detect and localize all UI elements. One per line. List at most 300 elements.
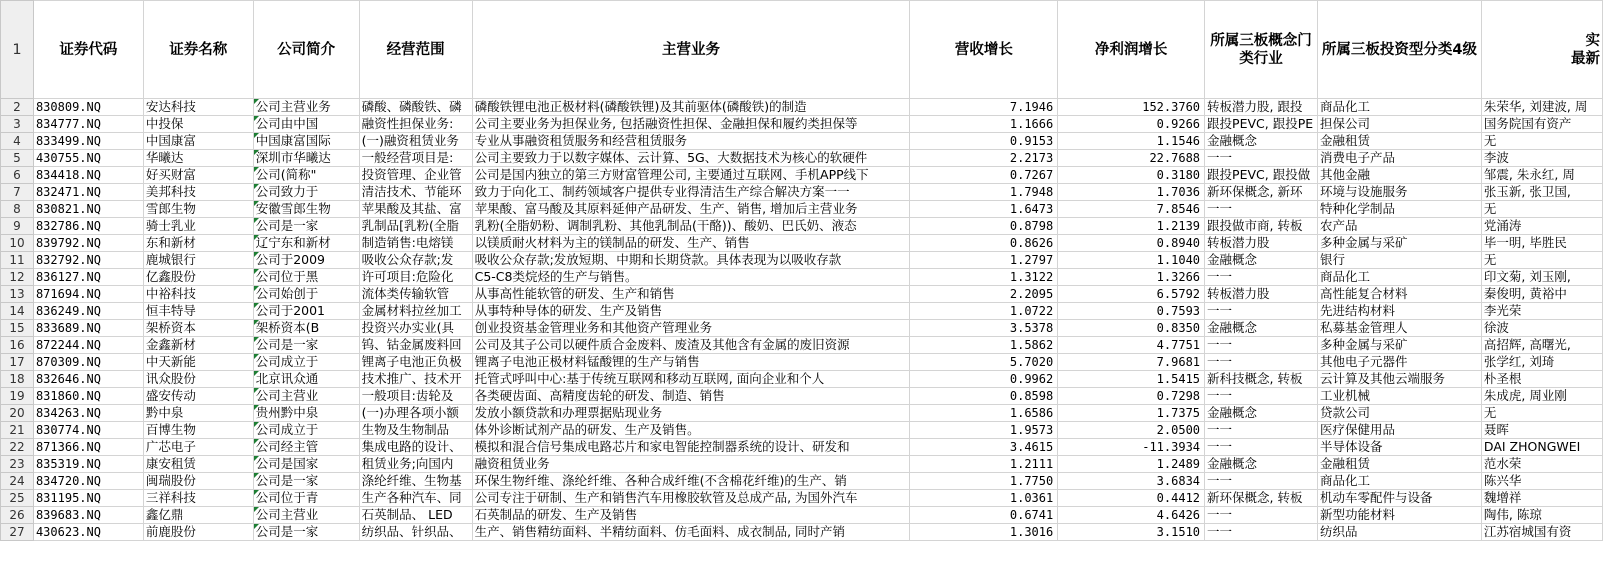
cell-security-name[interactable]: 三祥科技 <box>143 490 253 507</box>
cell-main-business[interactable]: 体外诊断试剂产品的研发、生产及销售。 <box>472 422 910 439</box>
cell-controller[interactable]: 李波 <box>1481 150 1602 167</box>
cell-business-scope[interactable]: 一般经营项目是: <box>359 150 472 167</box>
cell-investment-class[interactable]: 云计算及其他云端服务 <box>1318 371 1482 388</box>
cell-net-profit-growth[interactable]: 1.7036 <box>1058 184 1205 201</box>
cell-revenue-growth[interactable]: 1.7948 <box>910 184 1058 201</box>
cell-investment-class[interactable]: 先进结构材料 <box>1318 303 1482 320</box>
cell-controller[interactable]: 陈兴华 <box>1481 473 1602 490</box>
cell-investment-class[interactable]: 特种化学制品 <box>1318 201 1482 218</box>
column-header[interactable]: 营收增长 <box>910 1 1058 99</box>
cell-investment-class[interactable]: 消费电子产品 <box>1318 150 1482 167</box>
cell-revenue-growth[interactable]: 1.2797 <box>910 252 1058 269</box>
cell-business-scope[interactable]: 一般项目:齿轮及 <box>359 388 472 405</box>
cell-controller[interactable]: 江苏宿城国有资 <box>1481 524 1602 541</box>
cell-net-profit-growth[interactable]: 152.3760 <box>1058 99 1205 116</box>
cell-investment-class[interactable]: 半导体设备 <box>1318 439 1482 456</box>
cell-security-code[interactable]: 834263.NQ <box>33 405 143 422</box>
cell-business-scope[interactable]: 租赁业务;向国内 <box>359 456 472 473</box>
cell-concept-industry[interactable]: 金融概念 <box>1205 320 1318 337</box>
cell-security-code[interactable]: 832792.NQ <box>33 252 143 269</box>
cell-concept-industry[interactable]: 金融概念 <box>1205 456 1318 473</box>
row-number[interactable]: 11 <box>1 252 34 269</box>
cell-main-business[interactable]: 公司主要致力于以数字媒体、云计算、5G、大数据技术为核心的软硬件 <box>472 150 910 167</box>
cell-business-scope[interactable]: 钨、钴金属废料回 <box>359 337 472 354</box>
cell-revenue-growth[interactable]: 3.5378 <box>910 320 1058 337</box>
cell-concept-industry[interactable]: 一一 <box>1205 524 1318 541</box>
row-number[interactable]: 25 <box>1 490 34 507</box>
cell-revenue-growth[interactable]: 1.3122 <box>910 269 1058 286</box>
cell-revenue-growth[interactable]: 1.9573 <box>910 422 1058 439</box>
row-number[interactable]: 17 <box>1 354 34 371</box>
cell-controller[interactable]: 秦俊明, 黄裕中 <box>1481 286 1602 303</box>
cell-company-intro[interactable]: 贵州黔中泉 <box>253 405 359 422</box>
cell-company-intro[interactable]: 架桥资本(B <box>253 320 359 337</box>
cell-controller[interactable]: 范水荣 <box>1481 456 1602 473</box>
table-row <box>1 422 1603 439</box>
cell-revenue-growth[interactable]: 0.7267 <box>910 167 1058 184</box>
cell-security-code[interactable]: 834777.NQ <box>33 116 143 133</box>
row-number[interactable]: 12 <box>1 269 34 286</box>
cell-security-code[interactable]: 839683.NQ <box>33 507 143 524</box>
cell-net-profit-growth[interactable]: 0.7593 <box>1058 303 1205 320</box>
cell-business-scope[interactable]: (一)办理各项小额 <box>359 405 472 422</box>
cell-revenue-growth[interactable]: 7.1946 <box>910 99 1058 116</box>
cell-main-business[interactable]: 以镁质耐火材料为主的镁制品的研发、生产、销售 <box>472 235 910 252</box>
row-number[interactable]: 21 <box>1 422 34 439</box>
cell-main-business[interactable]: 融资租赁业务 <box>472 456 910 473</box>
column-header[interactable]: 公司简介 <box>253 1 359 99</box>
cell-net-profit-growth[interactable]: 1.5415 <box>1058 371 1205 388</box>
cell-controller[interactable]: 魏增祥 <box>1481 490 1602 507</box>
cell-security-code[interactable]: 836127.NQ <box>33 269 143 286</box>
cell-net-profit-growth[interactable]: 0.7298 <box>1058 388 1205 405</box>
cell-investment-class[interactable]: 金融租赁 <box>1318 456 1482 473</box>
cell-investment-class[interactable]: 高性能复合材料 <box>1318 286 1482 303</box>
cell-company-intro[interactable]: 安徽雪郎生物 <box>253 201 359 218</box>
cell-security-name[interactable]: 亿鑫股份 <box>143 269 253 286</box>
cell-security-name[interactable]: 雪郎生物 <box>143 201 253 218</box>
cell-investment-class[interactable]: 农产品 <box>1318 218 1482 235</box>
cell-investment-class[interactable]: 私募基金管理人 <box>1318 320 1482 337</box>
cell-security-name[interactable]: 骑士乳业 <box>143 218 253 235</box>
cell-controller[interactable]: 无 <box>1481 252 1602 269</box>
cell-security-name[interactable]: 中天新能 <box>143 354 253 371</box>
cell-main-business[interactable]: 苹果酸、富马酸及其原料延伸产品研发、生产、销售, 增加后主营业务 <box>472 201 910 218</box>
cell-revenue-growth[interactable]: 0.9962 <box>910 371 1058 388</box>
cell-business-scope[interactable]: 涤纶纤维、生物基 <box>359 473 472 490</box>
cell-security-name[interactable]: 金鑫新材 <box>143 337 253 354</box>
cell-main-business[interactable]: 托管式呼叫中心:基于传统互联网和移动互联网, 面向企业和个人 <box>472 371 910 388</box>
cell-business-scope[interactable]: 制造销售:电熔镁 <box>359 235 472 252</box>
cell-security-name[interactable]: 盛安传动 <box>143 388 253 405</box>
cell-net-profit-growth[interactable]: 0.9266 <box>1058 116 1205 133</box>
cell-revenue-growth[interactable]: 1.5862 <box>910 337 1058 354</box>
cell-security-name[interactable]: 黔中泉 <box>143 405 253 422</box>
column-header[interactable]: 实 最新 <box>1481 1 1602 99</box>
cell-company-intro[interactable]: 公司位于青 <box>253 490 359 507</box>
row-number[interactable]: 1 <box>1 1 34 99</box>
cell-concept-industry[interactable]: 一一 <box>1205 422 1318 439</box>
cell-main-business[interactable]: 石英制品的研发、生产及销售 <box>472 507 910 524</box>
cell-company-intro[interactable]: 公司成立于 <box>253 422 359 439</box>
cell-company-intro[interactable]: 公司是一家 <box>253 337 359 354</box>
cell-net-profit-growth[interactable]: 1.7375 <box>1058 405 1205 422</box>
column-header[interactable]: 证券代码 <box>33 1 143 99</box>
cell-controller[interactable]: 张学红, 刘琦 <box>1481 354 1602 371</box>
cell-security-name[interactable]: 前鹿股份 <box>143 524 253 541</box>
cell-main-business[interactable]: 发放小额贷款和办理票据贴现业务 <box>472 405 910 422</box>
cell-security-code[interactable]: 834418.NQ <box>33 167 143 184</box>
cell-security-code[interactable]: 870309.NQ <box>33 354 143 371</box>
cell-investment-class[interactable]: 金融租赁 <box>1318 133 1482 150</box>
column-header[interactable]: 所属三板投资型分类4级 <box>1318 1 1482 99</box>
cell-controller[interactable]: 国务院国有资产 <box>1481 116 1602 133</box>
cell-investment-class[interactable]: 多种金属与采矿 <box>1318 337 1482 354</box>
cell-investment-class[interactable]: 银行 <box>1318 252 1482 269</box>
row-number[interactable]: 15 <box>1 320 34 337</box>
cell-revenue-growth[interactable]: 2.2095 <box>910 286 1058 303</box>
cell-net-profit-growth[interactable]: 6.5792 <box>1058 286 1205 303</box>
cell-company-intro[interactable]: 公司位于黑 <box>253 269 359 286</box>
cell-main-business[interactable]: 公司是国内独立的第三方财富管理公司, 主要通过互联网、手机APP线下 <box>472 167 910 184</box>
cell-company-intro[interactable]: 公司于2001 <box>253 303 359 320</box>
cell-concept-industry[interactable]: 一一 <box>1205 269 1318 286</box>
cell-revenue-growth[interactable]: 3.4615 <box>910 439 1058 456</box>
cell-security-name[interactable]: 中裕科技 <box>143 286 253 303</box>
cell-security-code[interactable]: 830821.NQ <box>33 201 143 218</box>
cell-security-name[interactable]: 中投保 <box>143 116 253 133</box>
cell-security-code[interactable]: 835319.NQ <box>33 456 143 473</box>
column-header[interactable]: 证券名称 <box>143 1 253 99</box>
cell-security-name[interactable]: 架桥资本 <box>143 320 253 337</box>
cell-company-intro[interactable]: 公司始创于 <box>253 286 359 303</box>
cell-security-name[interactable]: 鹿城银行 <box>143 252 253 269</box>
cell-security-code[interactable]: 833689.NQ <box>33 320 143 337</box>
cell-net-profit-growth[interactable]: 1.1040 <box>1058 252 1205 269</box>
cell-revenue-growth[interactable]: 1.1666 <box>910 116 1058 133</box>
cell-investment-class[interactable]: 医疗保健用品 <box>1318 422 1482 439</box>
comment-indicator-icon <box>254 252 259 257</box>
cell-main-business[interactable]: 从事高性能软管的研发、生产和销售 <box>472 286 910 303</box>
cell-net-profit-growth[interactable]: 7.9681 <box>1058 354 1205 371</box>
cell-company-intro[interactable]: 公司是一家 <box>253 473 359 490</box>
row-number[interactable]: 27 <box>1 524 34 541</box>
cell-business-scope[interactable]: 金属材料拉丝加工 <box>359 303 472 320</box>
cell-security-name[interactable]: 恒丰特导 <box>143 303 253 320</box>
cell-net-profit-growth[interactable]: 1.2139 <box>1058 218 1205 235</box>
cell-net-profit-growth[interactable]: 0.4412 <box>1058 490 1205 507</box>
cell-business-scope[interactable]: (一)融资租赁业务 <box>359 133 472 150</box>
cell-security-code[interactable]: 834720.NQ <box>33 473 143 490</box>
cell-net-profit-growth[interactable]: 0.8350 <box>1058 320 1205 337</box>
cell-concept-industry[interactable]: 一一 <box>1205 303 1318 320</box>
cell-controller[interactable]: 印文菊, 刘玉刚, <box>1481 269 1602 286</box>
cell-revenue-growth[interactable]: 0.8598 <box>910 388 1058 405</box>
cell-concept-industry[interactable]: 一一 <box>1205 354 1318 371</box>
cell-business-scope[interactable]: 纺织品、针织品、 <box>359 524 472 541</box>
cell-business-scope[interactable]: 石英制品、 LED <box>359 507 472 524</box>
cell-main-business[interactable]: 模拟和混合信号集成电路芯片和家电智能控制器系统的设计、研发和 <box>472 439 910 456</box>
cell-business-scope[interactable]: 生产各种汽车、同 <box>359 490 472 507</box>
cell-business-scope[interactable]: 融资性担保业务: <box>359 116 472 133</box>
row-number[interactable]: 3 <box>1 116 34 133</box>
cell-revenue-growth[interactable]: 1.7750 <box>910 473 1058 490</box>
cell-security-code[interactable]: 830809.NQ <box>33 99 143 116</box>
cell-concept-industry[interactable]: 一一 <box>1205 150 1318 167</box>
cell-security-code[interactable]: 872244.NQ <box>33 337 143 354</box>
cell-controller[interactable]: 党涌涛 <box>1481 218 1602 235</box>
row-number[interactable]: 16 <box>1 337 34 354</box>
row-number[interactable]: 24 <box>1 473 34 490</box>
row-number[interactable]: 5 <box>1 150 34 167</box>
row-number[interactable]: 6 <box>1 167 34 184</box>
cell-net-profit-growth[interactable]: 0.8940 <box>1058 235 1205 252</box>
cell-company-intro[interactable]: 辽宁东和新材 <box>253 235 359 252</box>
cell-controller[interactable]: 朱荣华, 刘建波, 周 <box>1481 99 1602 116</box>
cell-main-business[interactable]: 创业投资基金管理业务和其他资产管理业务 <box>472 320 910 337</box>
cell-business-scope[interactable]: 磷酸、磷酸铁、磷 <box>359 99 472 116</box>
cell-revenue-growth[interactable]: 1.0722 <box>910 303 1058 320</box>
cell-net-profit-growth[interactable]: 3.1510 <box>1058 524 1205 541</box>
cell-main-business[interactable]: 公司主要业务为担保业务, 包括融资性担保、金融担保和履约类担保等 <box>472 116 910 133</box>
cell-business-scope[interactable]: 集成电路的设计、 <box>359 439 472 456</box>
cell-controller[interactable]: 无 <box>1481 201 1602 218</box>
cell-security-code[interactable]: 430623.NQ <box>33 524 143 541</box>
cell-main-business[interactable]: 锂离子电池正极材料锰酸锂的生产与销售 <box>472 354 910 371</box>
cell-controller[interactable]: 朱成虎, 周业刚 <box>1481 388 1602 405</box>
cell-concept-industry[interactable]: 一一 <box>1205 439 1318 456</box>
cell-main-business[interactable]: 专业从事融资租赁服务和经营租赁服务 <box>472 133 910 150</box>
cell-company-intro[interactable]: 公司主营业 <box>253 507 359 524</box>
cell-concept-industry[interactable]: 一一 <box>1205 337 1318 354</box>
cell-company-intro[interactable]: 公司主营业 <box>253 388 359 405</box>
table-row <box>1 235 1603 252</box>
cell-revenue-growth[interactable]: 0.8626 <box>910 235 1058 252</box>
cell-business-scope[interactable]: 投资兴办实业(具 <box>359 320 472 337</box>
cell-net-profit-growth[interactable]: -11.3934 <box>1058 439 1205 456</box>
cell-concept-industry[interactable]: 一一 <box>1205 201 1318 218</box>
cell-company-intro[interactable]: 公司主营业务 <box>253 99 359 116</box>
cell-concept-industry[interactable]: 新环保概念, 新环 <box>1205 184 1318 201</box>
cell-security-code[interactable]: 831860.NQ <box>33 388 143 405</box>
cell-controller[interactable]: 徐波 <box>1481 320 1602 337</box>
cell-controller[interactable]: 毕一明, 毕胜民 <box>1481 235 1602 252</box>
cell-company-intro[interactable]: 公司由中国 <box>253 116 359 133</box>
cell-security-name[interactable]: 东和新材 <box>143 235 253 252</box>
cell-security-name[interactable]: 讯众股份 <box>143 371 253 388</box>
cell-company-intro[interactable]: 公司致力于 <box>253 184 359 201</box>
row-number[interactable]: 20 <box>1 405 34 422</box>
cell-net-profit-growth[interactable]: 1.2489 <box>1058 456 1205 473</box>
cell-security-code[interactable]: 832786.NQ <box>33 218 143 235</box>
row-number[interactable]: 22 <box>1 439 34 456</box>
cell-investment-class[interactable]: 商品化工 <box>1318 99 1482 116</box>
cell-investment-class[interactable]: 多种金属与采矿 <box>1318 235 1482 252</box>
cell-controller[interactable]: 聂晖 <box>1481 422 1602 439</box>
cell-controller[interactable]: 李光荣 <box>1481 303 1602 320</box>
row-number[interactable]: 10 <box>1 235 34 252</box>
cell-company-intro[interactable]: 公司是国家 <box>253 456 359 473</box>
cell-net-profit-growth[interactable]: 3.6834 <box>1058 473 1205 490</box>
cell-security-name[interactable]: 安达科技 <box>143 99 253 116</box>
cell-business-scope[interactable]: 投资管理、企业管 <box>359 167 472 184</box>
cell-business-scope[interactable]: 清洁技术、节能环 <box>359 184 472 201</box>
cell-security-code[interactable]: 832471.NQ <box>33 184 143 201</box>
cell-controller[interactable]: 高招辉, 高曙光, <box>1481 337 1602 354</box>
cell-company-intro[interactable]: 公司成立于 <box>253 354 359 371</box>
cell-security-name[interactable]: 美邦科技 <box>143 184 253 201</box>
cell-investment-class[interactable]: 工业机械 <box>1318 388 1482 405</box>
cell-business-scope[interactable]: 乳制品[乳粉(全脂 <box>359 218 472 235</box>
cell-controller[interactable]: 无 <box>1481 405 1602 422</box>
cell-concept-industry[interactable]: 新环保概念, 转板 <box>1205 490 1318 507</box>
row-number[interactable]: 23 <box>1 456 34 473</box>
cell-investment-class[interactable]: 新型功能材料 <box>1318 507 1482 524</box>
cell-net-profit-growth[interactable]: 4.6426 <box>1058 507 1205 524</box>
cell-main-business[interactable]: 公司及其子公司以硬件质合金废料、废渣及其他含有金属的废旧资源 <box>472 337 910 354</box>
cell-revenue-growth[interactable]: 1.6586 <box>910 405 1058 422</box>
cell-concept-industry[interactable]: 新科技概念, 转板 <box>1205 371 1318 388</box>
cell-net-profit-growth[interactable]: 4.7751 <box>1058 337 1205 354</box>
cell-investment-class[interactable]: 纺织品 <box>1318 524 1482 541</box>
cell-net-profit-growth[interactable]: 2.0500 <box>1058 422 1205 439</box>
cell-security-code[interactable]: 831195.NQ <box>33 490 143 507</box>
cell-concept-industry[interactable]: 跟投做市商, 转板 <box>1205 218 1318 235</box>
cell-business-scope[interactable]: 流体类传输软管 <box>359 286 472 303</box>
cell-concept-industry[interactable]: 跟投PEVC, 跟投做 <box>1205 167 1318 184</box>
cell-concept-industry[interactable]: 一一 <box>1205 473 1318 490</box>
cell-main-business[interactable]: C5-C8类烷烃的生产与销售。 <box>472 269 910 286</box>
column-header[interactable]: 经营范围 <box>359 1 472 99</box>
cell-company-intro[interactable]: 公司是一家 <box>253 218 359 235</box>
row-number[interactable]: 18 <box>1 371 34 388</box>
cell-concept-industry[interactable]: 金融概念 <box>1205 133 1318 150</box>
cell-business-scope[interactable]: 技术推广、技术开 <box>359 371 472 388</box>
cell-controller[interactable]: 朴圣根 <box>1481 371 1602 388</box>
cell-controller[interactable]: 张玉新, 张卫国, <box>1481 184 1602 201</box>
cell-company-intro[interactable]: 中国康富国际 <box>253 133 359 150</box>
cell-security-name[interactable]: 好买财富 <box>143 167 253 184</box>
cell-concept-industry[interactable]: 金融概念 <box>1205 405 1318 422</box>
cell-revenue-growth[interactable]: 2.2173 <box>910 150 1058 167</box>
cell-investment-class[interactable]: 其他电子元器件 <box>1318 354 1482 371</box>
row-number[interactable]: 9 <box>1 218 34 235</box>
cell-investment-class[interactable]: 担保公司 <box>1318 116 1482 133</box>
cell-security-name[interactable]: 广芯电子 <box>143 439 253 456</box>
cell-business-scope[interactable]: 生物及生物制品 <box>359 422 472 439</box>
cell-investment-class[interactable]: 环境与设施服务 <box>1318 184 1482 201</box>
cell-security-code[interactable]: 836249.NQ <box>33 303 143 320</box>
cell-security-name[interactable]: 闽瑞股份 <box>143 473 253 490</box>
cell-investment-class[interactable]: 其他金融 <box>1318 167 1482 184</box>
cell-security-code[interactable]: 839792.NQ <box>33 235 143 252</box>
cell-security-name[interactable]: 华曦达 <box>143 150 253 167</box>
column-header[interactable]: 主营业务 <box>472 1 910 99</box>
cell-main-business[interactable]: 乳粉(全脂奶粉、调制乳粉、其他乳制品(干酪))、酸奶、巴氏奶、液态 <box>472 218 910 235</box>
cell-security-name[interactable]: 鑫亿鼎 <box>143 507 253 524</box>
cell-company-intro[interactable]: 公司经主管 <box>253 439 359 456</box>
cell-main-business[interactable]: 从事特种导体的研发、生产及销售 <box>472 303 910 320</box>
cell-main-business[interactable]: 公司专注于研制、生产和销售汽车用橡胶软管及总成产品, 为国外汽车 <box>472 490 910 507</box>
column-header[interactable]: 净利润增长 <box>1058 1 1205 99</box>
row-number[interactable]: 7 <box>1 184 34 201</box>
cell-security-code[interactable]: 430755.NQ <box>33 150 143 167</box>
cell-security-code[interactable]: 832646.NQ <box>33 371 143 388</box>
row-number[interactable]: 26 <box>1 507 34 524</box>
cell-controller[interactable]: 邹震, 朱永红, 周 <box>1481 167 1602 184</box>
cell-company-intro[interactable]: 公司于2009 <box>253 252 359 269</box>
cell-concept-industry[interactable]: 转板潜力股 <box>1205 286 1318 303</box>
cell-business-scope[interactable]: 吸收公众存款;发 <box>359 252 472 269</box>
row-number[interactable]: 14 <box>1 303 34 320</box>
cell-security-code[interactable]: 871694.NQ <box>33 286 143 303</box>
cell-revenue-growth[interactable]: 0.9153 <box>910 133 1058 150</box>
cell-main-business[interactable]: 致力于向化工、制药领域客户提供专业得清洁生产综合解决方案一一 <box>472 184 910 201</box>
cell-controller[interactable]: 无 <box>1481 133 1602 150</box>
cell-net-profit-growth[interactable]: 0.3180 <box>1058 167 1205 184</box>
row-number[interactable]: 8 <box>1 201 34 218</box>
cell-business-scope[interactable]: 许可项目:危险化 <box>359 269 472 286</box>
cell-security-code[interactable]: 833499.NQ <box>33 133 143 150</box>
cell-security-code[interactable]: 830774.NQ <box>33 422 143 439</box>
cell-concept-industry[interactable]: 一一 <box>1205 388 1318 405</box>
cell-main-business[interactable]: 吸收公众存款;发放短期、中期和长期贷款。具体表现为以吸收存款 <box>472 252 910 269</box>
row-number[interactable]: 2 <box>1 99 34 116</box>
cell-controller[interactable]: 陶伟, 陈琼 <box>1481 507 1602 524</box>
cell-company-intro[interactable]: 公司(简称" <box>253 167 359 184</box>
cell-company-intro[interactable]: 北京讯众通 <box>253 371 359 388</box>
cell-company-intro[interactable]: 深圳市华曦达 <box>253 150 359 167</box>
cell-revenue-growth[interactable]: 0.8798 <box>910 218 1058 235</box>
cell-concept-industry[interactable]: 跟投PEVC, 跟投PE <box>1205 116 1318 133</box>
cell-revenue-growth[interactable]: 1.0361 <box>910 490 1058 507</box>
cell-main-business[interactable]: 生产、销售精纺面料、半精纺面料、仿毛面料、成衣制品, 同时产销 <box>472 524 910 541</box>
cell-revenue-growth[interactable]: 0.6741 <box>910 507 1058 524</box>
cell-main-business[interactable]: 各类硬齿面、高精度齿轮的研发、制造、销售 <box>472 388 910 405</box>
cell-revenue-growth[interactable]: 1.3016 <box>910 524 1058 541</box>
cell-business-scope[interactable]: 锂离子电池正负极 <box>359 354 472 371</box>
cell-net-profit-growth[interactable]: 1.1546 <box>1058 133 1205 150</box>
cell-concept-industry[interactable]: 金融概念 <box>1205 252 1318 269</box>
cell-concept-industry[interactable]: 转板潜力股 <box>1205 235 1318 252</box>
cell-controller[interactable]: DAI ZHONGWEI <box>1481 439 1602 456</box>
cell-investment-class[interactable]: 商品化工 <box>1318 473 1482 490</box>
cell-main-business[interactable]: 磷酸铁锂电池正极材料(磷酸铁锂)及其前驱体(磷酸铁)的制造 <box>472 99 910 116</box>
cell-security-name[interactable]: 百博生物 <box>143 422 253 439</box>
cell-revenue-growth[interactable]: 1.2111 <box>910 456 1058 473</box>
cell-investment-class[interactable]: 贷款公司 <box>1318 405 1482 422</box>
cell-revenue-growth[interactable]: 1.6473 <box>910 201 1058 218</box>
column-header[interactable]: 所属三板概念门类行业 <box>1205 1 1318 99</box>
row-number[interactable]: 19 <box>1 388 34 405</box>
cell-company-intro[interactable]: 公司是一家 <box>253 524 359 541</box>
cell-net-profit-growth[interactable]: 1.3266 <box>1058 269 1205 286</box>
cell-investment-class[interactable]: 机动车零配件与设备 <box>1318 490 1482 507</box>
cell-investment-class[interactable]: 商品化工 <box>1318 269 1482 286</box>
cell-net-profit-growth[interactable]: 7.8546 <box>1058 201 1205 218</box>
cell-security-name[interactable]: 中国康富 <box>143 133 253 150</box>
cell-security-name[interactable]: 康安租赁 <box>143 456 253 473</box>
cell-concept-industry[interactable]: 转板潜力股, 跟投 <box>1205 99 1318 116</box>
cell-concept-industry[interactable]: 一一 <box>1205 507 1318 524</box>
cell-security-code[interactable]: 871366.NQ <box>33 439 143 456</box>
cell-business-scope[interactable]: 苹果酸及其盐、富 <box>359 201 472 218</box>
cell-main-business[interactable]: 环保生物纤维、涤纶纤维、各种合成纤维(不含棉花纤维)的生产、销 <box>472 473 910 490</box>
cell-net-profit-growth[interactable]: 22.7688 <box>1058 150 1205 167</box>
row-number[interactable]: 4 <box>1 133 34 150</box>
row-number[interactable]: 13 <box>1 286 34 303</box>
cell-revenue-growth[interactable]: 5.7020 <box>910 354 1058 371</box>
